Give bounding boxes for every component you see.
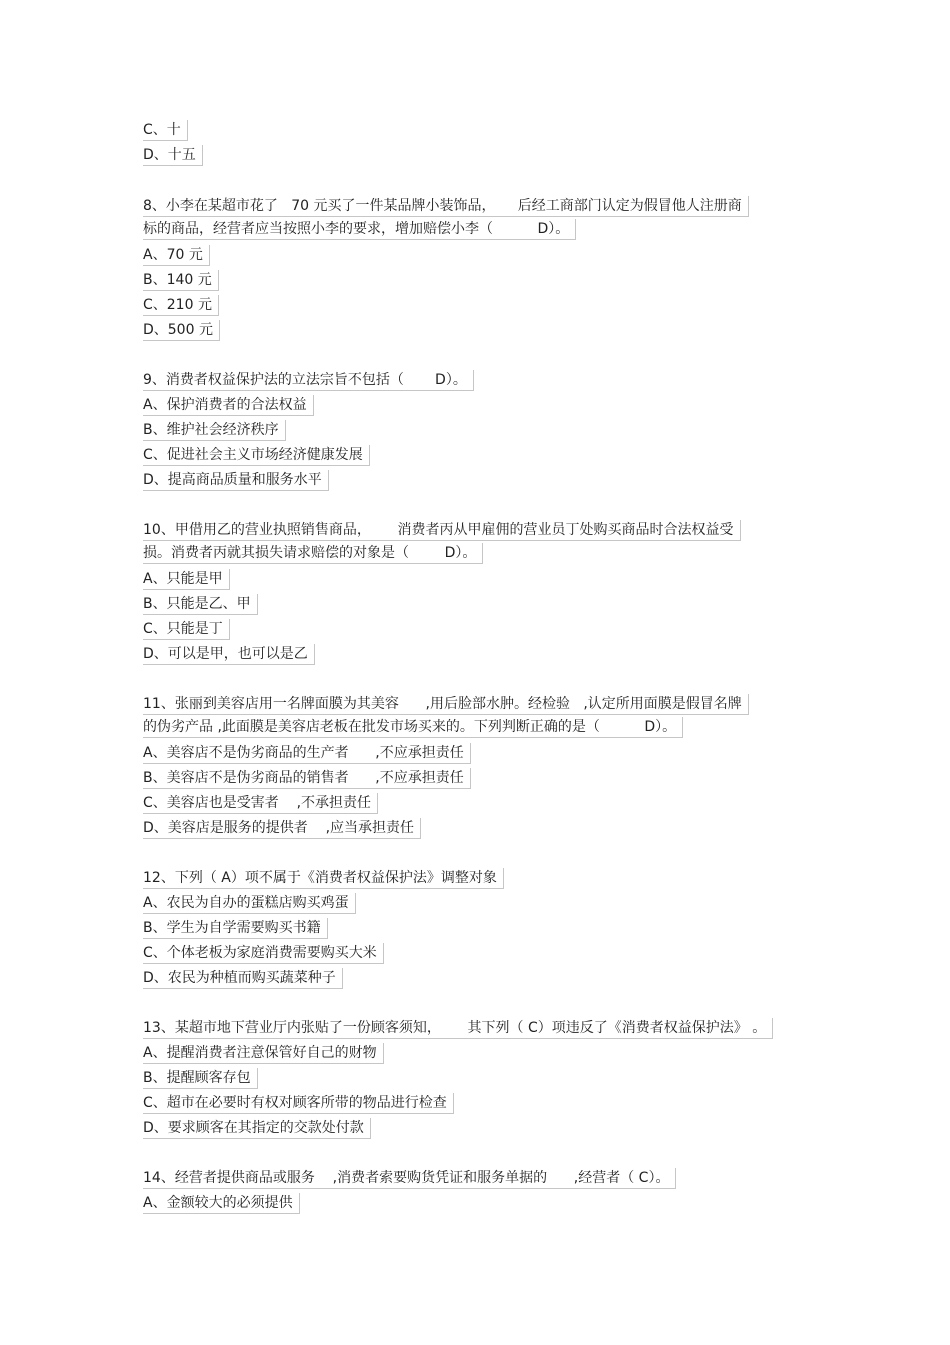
option-c: C、210 元 <box>143 295 219 316</box>
question-stem-line: 10、甲借用乙的营业执照销售商品， 消费者丙从甲雇佣的营业员丁处购买商品时合法权益受 <box>143 520 741 541</box>
option-d: D、十五 <box>143 145 203 166</box>
option-a: A、保护消费者的合法权益 <box>143 395 314 416</box>
option-b: B、140 元 <box>143 270 219 291</box>
option-a: A、提醒消费者注意保管好自己的财物 <box>143 1043 384 1064</box>
option-d: D、美容店是服务的提供者 ,应当承担责任 <box>143 818 421 839</box>
option-d: D、要求顾客在其指定的交款处付款 <box>143 1118 371 1139</box>
option-c: C、只能是丁 <box>143 619 230 640</box>
option-d: D、可以是甲，也可以是乙 <box>143 644 315 665</box>
option-d: D、农民为种植而购买蔬菜种子 <box>143 968 343 989</box>
option-d: D、500 元 <box>143 320 220 341</box>
option-c: C、个体老板为家庭消费需要购买大米 <box>143 943 384 964</box>
option-c: C、美容店也是受害者 ,不承担责任 <box>143 793 378 814</box>
question-stem-line: 12、下列（ A）项不属于《消费者权益保护法》调整对象 <box>143 868 504 889</box>
option-a: A、农民为自办的蛋糕店购买鸡蛋 <box>143 893 356 914</box>
option-a: A、只能是甲 <box>143 569 230 590</box>
option-b: B、提醒顾客存包 <box>143 1068 258 1089</box>
option-b: B、只能是乙、甲 <box>143 594 258 615</box>
question-stem-line: 8、小李在某超市花了 70 元买了一件某品牌小装饰品， 后经工商部门认定为假冒他人注册商 <box>143 196 749 217</box>
question-stem-line: 13、某超市地下营业厅内张贴了一份顾客须知， 其下列（ C）项违反了《消费者权益保护法》 。 <box>143 1018 773 1039</box>
question-stem-line: 标的商品，经营者应当按照小李的要求，增加赔偿小李（ D）。 <box>143 219 576 240</box>
option-a: A、金额较大的必须提供 <box>143 1193 300 1214</box>
option-d: D、提高商品质量和服务水平 <box>143 470 329 491</box>
option-c: C、超市在必要时有权对顾客所带的物品进行检查 <box>143 1093 454 1114</box>
option-a: A、美容店不是伪劣商品的生产者 ,不应承担责任 <box>143 743 471 764</box>
question-stem-line: 11、张丽到美容店用一名牌面膜为其美容 ,用后脸部水肿。经检验 ,认定所用面膜是假冒名牌 <box>143 694 749 715</box>
option-a: A、70 元 <box>143 245 210 266</box>
option-c: C、十 <box>143 120 188 141</box>
option-c: C、促进社会主义市场经济健康发展 <box>143 445 370 466</box>
question-stem-line: 9、消费者权益保护法的立法宗旨不包括（ D）。 <box>143 370 474 391</box>
question-stem-line: 损。消费者丙就其损失请求赔偿的对象是（ D）。 <box>143 543 483 564</box>
option-b: B、学生为自学需要购买书籍 <box>143 918 328 939</box>
option-b: B、维护社会经济秩序 <box>143 420 286 441</box>
question-stem-line: 的伪劣产品 ,此面膜是美容店老板在批发市场买来的。下列判断正确的是（ D）。 <box>143 717 683 738</box>
option-b: B、美容店不是伪劣商品的销售者 ,不应承担责任 <box>143 768 471 789</box>
question-stem-line: 14、经营者提供商品或服务 ,消费者索要购货凭证和服务单据的 ,经营者（ C）。 <box>143 1168 676 1189</box>
